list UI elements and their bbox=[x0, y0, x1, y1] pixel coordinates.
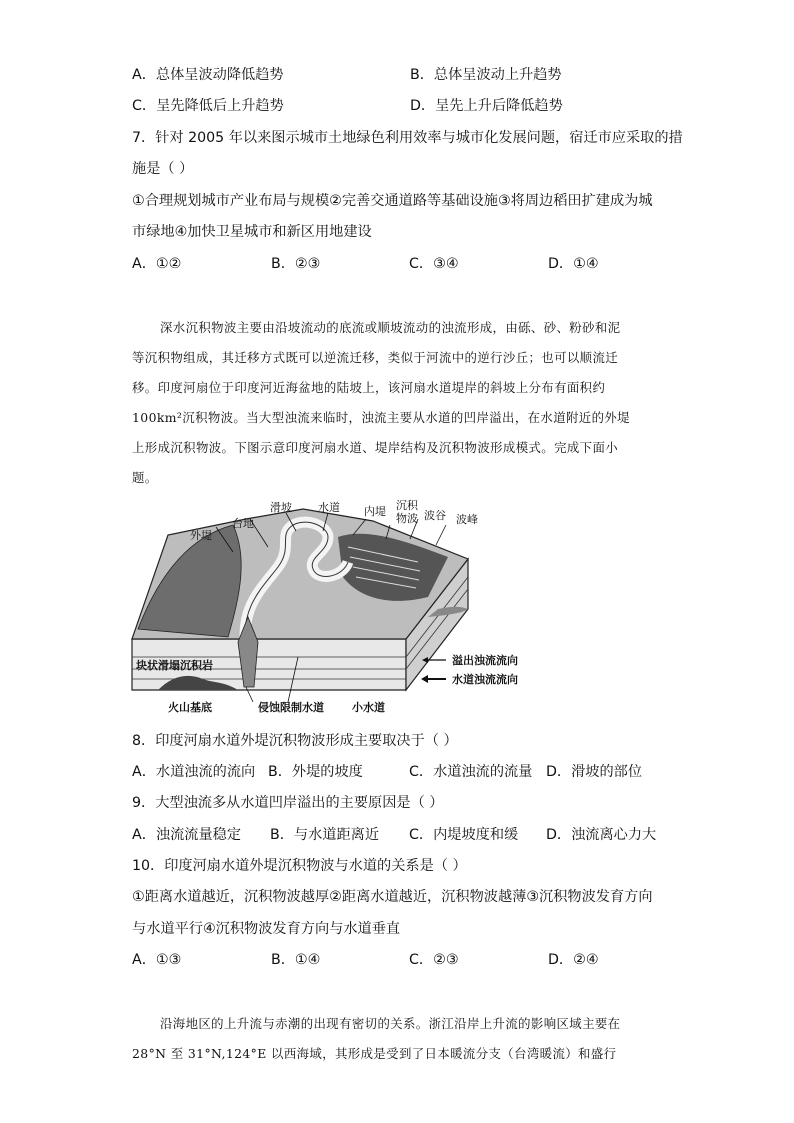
q7-option-c: C．③④ bbox=[409, 256, 459, 272]
q9-option-d: D．浊流离心力大 bbox=[546, 827, 657, 843]
passage1-line-3: 移。印度河扇位于印度河近海盆地的陆坡上，该河扇水道堤岸的斜坡上分布有面积约 bbox=[132, 380, 606, 395]
q7-items-line-2: 市绿地④加快卫星城市和新区用地建设 bbox=[132, 224, 372, 240]
label-slump: 滑坡 bbox=[270, 501, 292, 514]
q7-option-b: B．②③ bbox=[271, 256, 321, 272]
label-inner-levee: 内堤 bbox=[364, 505, 386, 518]
q10-option-a: A．①③ bbox=[132, 952, 182, 968]
label-erosion-channel: 侵蚀限制水道 bbox=[258, 701, 324, 714]
legend-channel-label: 水道浊流流向 bbox=[452, 673, 518, 686]
label-block-slide: 块状滑塌沉积岩 bbox=[136, 659, 213, 672]
label-sediment-wave-2: 物波 bbox=[396, 512, 418, 525]
q10-items-line-1: ①距离水道越近，沉积物波越厚②距离水道越近，沉积物波越薄③沉积物波发育方向 bbox=[132, 889, 653, 905]
q8-option-b: B．外堤的坡度 bbox=[268, 764, 363, 780]
passage1-line-5: 上形成沉积物波。下图示意印度河扇水道、堤岸结构及沉积物波形成模式。完成下面小 bbox=[132, 440, 619, 455]
q6-option-a: A．总体呈波动降低趋势 bbox=[132, 67, 284, 83]
q9-option-a: A．浊流流量稳定 bbox=[132, 827, 242, 843]
label-trough: 波谷 bbox=[424, 509, 446, 522]
q8-option-c: C．水道浊流的流量 bbox=[409, 764, 533, 780]
q6-option-b: B．总体呈波动上升趋势 bbox=[410, 67, 562, 83]
passage1-line-6: 题。 bbox=[132, 470, 158, 485]
passage1-line-4: 100km²沉积物波。当大型浊流来临时，浊流主要从水道的凹岸溢出，在水道附近的外堤 bbox=[132, 410, 630, 425]
q9-option-b: B．与水道距离近 bbox=[270, 827, 380, 843]
label-sediment-wave-1: 沉积 bbox=[396, 499, 418, 512]
q9-stem: 9．大型浊流多从水道凹岸溢出的主要原因是（ ） bbox=[132, 795, 444, 811]
label-volcanic-base: 火山基底 bbox=[168, 701, 212, 714]
q9-option-c: C．内堤坡度和缓 bbox=[409, 827, 519, 843]
q7-items-line-1: ①合理规划城市产业布局与规模②完善交通道路等基础设施③将周边稻田扩建成为城 bbox=[132, 193, 653, 209]
label-crest: 波峰 bbox=[456, 513, 478, 526]
passage1-line-2: 等沉积物组成，其迁移方式既可以逆流迁移，类似于河流中的逆行沙丘；也可以顺流迁 bbox=[132, 350, 619, 365]
label-outer-levee: 外堤 bbox=[190, 529, 212, 542]
q10-option-d: D．②④ bbox=[548, 952, 599, 968]
q6-option-c: C．呈先降低后上升趋势 bbox=[132, 98, 284, 114]
passage1-line-1: 深水沉积物波主要由沿坡流动的底流或顺坡流动的浊流形成，由砾、砂、粉砂和泥 bbox=[160, 320, 621, 335]
q10-option-b: B．①④ bbox=[271, 952, 321, 968]
q8-option-d: D．滑坡的部位 bbox=[546, 764, 643, 780]
q10-stem: 10．印度河扇水道外堤沉积物波与水道的关系是（ ） bbox=[132, 858, 467, 874]
q7-stem-line-1: 7．针对 2005 年以来图示城市土地绿色利用效率与城市化发展问题，宿迁市应采取的措 bbox=[132, 130, 683, 146]
q10-items-line-2: 与水道平行④沉积物波发育方向与水道垂直 bbox=[132, 921, 401, 937]
q6-option-d: D．呈先上升后降低趋势 bbox=[410, 98, 563, 114]
label-terrace: 台地 bbox=[232, 517, 254, 530]
q7-option-d: D．①④ bbox=[548, 256, 599, 272]
q10-option-c: C．②③ bbox=[409, 952, 459, 968]
q8-stem: 8．印度河扇水道外堤沉积物波形成主要取决于（ ） bbox=[132, 733, 458, 749]
q8-option-a: A．水道浊流的流向 bbox=[132, 764, 256, 780]
legend-overflow-label: 溢出浊流流向 bbox=[452, 654, 518, 667]
label-small-channel: 小水道 bbox=[352, 701, 385, 714]
passage2-line-1: 沿海地区的上升流与赤潮的出现有密切的关系。浙江沿岸上升流的影响区域主要在 bbox=[160, 1016, 621, 1031]
q7-option-a: A．①② bbox=[132, 256, 182, 272]
q7-stem-line-2: 施是（ ） bbox=[132, 161, 194, 177]
submarine-fan-block-diagram bbox=[128, 497, 558, 722]
passage2-line-2: 28°N 至 31°N,124°E 以西海域，其形成是受到了日本暖流分支（台湾暖流）和盛行 bbox=[132, 1046, 617, 1061]
label-channel: 水道 bbox=[318, 501, 340, 514]
